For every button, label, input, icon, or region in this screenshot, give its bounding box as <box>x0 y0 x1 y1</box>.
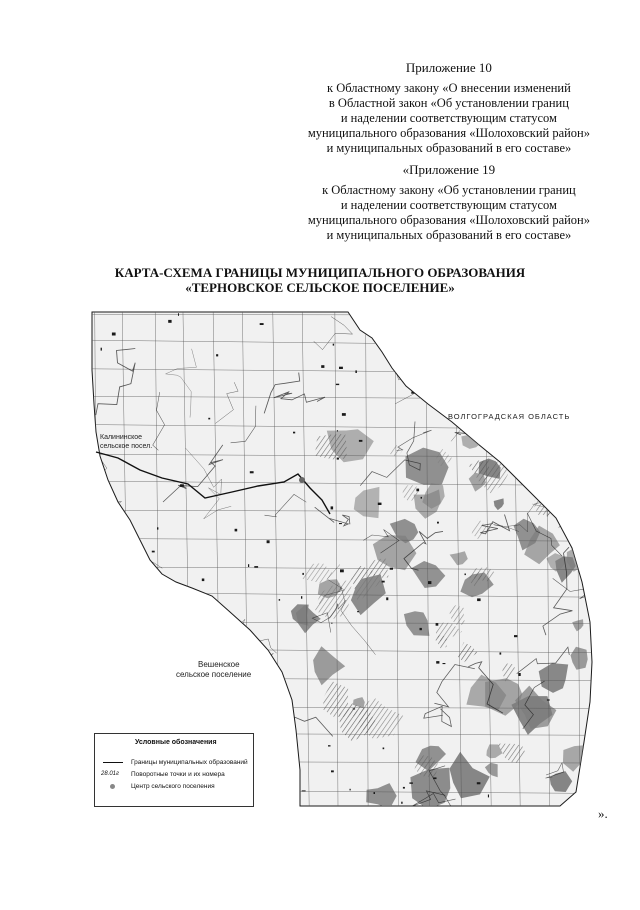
label-veshenskoe-2: сельское поселение <box>176 670 252 679</box>
settlement-center-dot <box>299 477 305 483</box>
settlement-mark <box>403 787 405 789</box>
settlement-mark <box>235 529 238 532</box>
settlement-mark <box>180 484 184 487</box>
center-dot-icon <box>101 782 125 792</box>
road-line <box>86 534 128 569</box>
turning-point-label: 28.01г <box>101 771 119 777</box>
settlement-mark <box>340 569 344 572</box>
map-title-line-1: КАРТА-СХЕМА ГРАНИЦЫ МУНИЦИПАЛЬНОГО ОБРАЗОВАНИЯ <box>114 265 526 280</box>
settlement-mark <box>401 802 402 804</box>
settlement-mark <box>465 574 466 576</box>
settlement-mark <box>178 313 179 316</box>
settlement-mark <box>420 628 422 630</box>
settlement-mark <box>519 673 521 676</box>
settlement-mark <box>250 471 254 473</box>
settlement-mark <box>540 467 542 468</box>
settlement-mark <box>293 432 295 434</box>
legend-item-text: Поворотные точки и их номера <box>131 771 225 778</box>
settlement-mark <box>201 604 202 606</box>
settlement-mark <box>112 333 116 336</box>
settlement-mark <box>488 795 489 798</box>
settlement-mark <box>321 365 324 368</box>
settlement-mark <box>355 370 357 373</box>
settlement-mark <box>157 527 158 529</box>
settlement-mark <box>248 564 249 567</box>
legend-title: Условные обозначения <box>135 739 217 746</box>
annex-1-line: к Областному закону «О внесении изменений <box>327 81 571 95</box>
settlement-mark <box>353 708 355 709</box>
settlement-mark <box>433 777 436 779</box>
road-line <box>522 322 588 365</box>
settlement-mark <box>374 792 376 794</box>
legend-item-center <box>101 782 251 792</box>
annex-1-title: Приложение 10 <box>405 60 492 75</box>
settlement-mark <box>185 695 188 697</box>
settlement-mark <box>390 568 393 570</box>
settlement-mark <box>274 709 275 710</box>
settlement-mark <box>436 661 439 664</box>
settlement-mark <box>331 770 334 772</box>
annex-2-line: и наделении соответствующим статусом <box>340 198 557 212</box>
annex-2-title: «Приложение 19 <box>402 162 496 177</box>
settlement-mark <box>359 440 363 442</box>
label-volgograd-region: ВОЛГОГРАДСКАЯ ОБЛАСТЬ <box>448 412 571 421</box>
settlement-mark <box>383 748 385 750</box>
legend-item-boundary <box>101 758 251 768</box>
settlement-mark <box>124 617 126 620</box>
closing-quote-mark: ». <box>598 806 608 821</box>
settlement-mark <box>289 757 290 759</box>
settlement-mark <box>331 506 334 509</box>
legend-item-text: Границы муниципальных образований <box>131 759 248 766</box>
road-line <box>411 365 434 393</box>
road-line <box>547 334 563 354</box>
settlement-mark <box>247 702 250 704</box>
settlement-mark <box>477 782 481 784</box>
settlement-mark <box>443 663 446 664</box>
road-line <box>97 531 125 590</box>
settlement-mark <box>339 523 342 524</box>
settlement-mark <box>438 340 442 342</box>
settlement-mark <box>132 661 135 663</box>
settlement-mark <box>337 430 338 431</box>
annex-1-line: в Областной закон «Об установлении границ <box>328 96 569 110</box>
boundary-line-symbol <box>101 758 125 768</box>
map-title-line-2: «ТЕРНОВСКОЕ СЕЛЬСКОЕ ПОСЕЛЕНИЕ» <box>185 280 455 295</box>
annex-1-line: и муниципальных образований в его составе» <box>326 141 572 155</box>
settlement-mark <box>339 367 343 369</box>
settlement-mark <box>279 599 280 601</box>
road-line <box>92 645 108 706</box>
settlement-mark <box>302 573 304 575</box>
label-veshenskoe-1: Вешенское <box>198 660 240 669</box>
road-line <box>98 719 118 728</box>
annex-2-line: к Областному закону «Об установлении границ <box>322 183 576 197</box>
label-kalininskoe-1: Калининское <box>100 434 143 441</box>
settlement-mark <box>549 374 550 376</box>
settlement-mark <box>208 418 210 420</box>
label-kalininskoe-2: сельское посел. <box>100 443 153 450</box>
settlement-mark <box>378 503 382 505</box>
settlement-mark <box>342 413 346 416</box>
forest-patch <box>526 457 548 478</box>
settlement-mark <box>514 635 517 637</box>
settlement-mark <box>500 653 502 655</box>
settlement-mark <box>357 611 359 612</box>
settlement-mark <box>254 566 258 568</box>
road-line <box>529 387 597 433</box>
settlement-mark <box>436 623 439 626</box>
settlement-mark <box>337 458 339 460</box>
settlement-mark <box>409 782 413 783</box>
road-line <box>88 620 108 661</box>
settlement-mark <box>328 745 331 746</box>
settlement-mark <box>416 489 419 492</box>
settlement-mark <box>477 598 481 601</box>
road-line <box>459 368 478 408</box>
settlement-mark <box>382 581 385 583</box>
annex-1-line: муниципального образования «Шолоховский район» <box>307 126 590 140</box>
settlement-mark <box>202 579 205 582</box>
settlement-mark <box>361 313 365 315</box>
settlement-mark <box>152 551 155 553</box>
annex-2-line: и муниципальных образований в его составе» <box>326 228 572 242</box>
annex-1-line: и наделении соответствующим статусом <box>340 111 557 125</box>
turning-point-symbol <box>101 770 125 780</box>
settlement-mark <box>267 540 270 543</box>
settlement-mark <box>101 348 102 351</box>
settlement-mark <box>336 384 339 385</box>
settlement-mark <box>428 581 431 584</box>
settlement-mark <box>421 497 422 499</box>
settlement-mark <box>331 623 332 624</box>
settlement-mark <box>437 522 439 524</box>
settlement-mark <box>205 610 209 612</box>
road-line <box>534 433 574 483</box>
settlement-mark <box>302 790 306 791</box>
annex-2-line: муниципального образования «Шолоховский район» <box>307 213 590 227</box>
forest-patch <box>568 431 592 450</box>
map-legend <box>94 733 254 807</box>
settlement-mark <box>168 320 171 323</box>
grid-line <box>80 819 600 822</box>
road-line <box>426 342 480 375</box>
settlement-mark <box>97 698 99 699</box>
settlement-mark <box>260 323 264 325</box>
settlement-mark <box>301 596 302 599</box>
road-line <box>425 349 462 391</box>
settlement-mark <box>350 789 351 791</box>
settlement-mark <box>565 517 568 518</box>
settlement-mark <box>386 597 388 600</box>
legend-item-text: Центр сельского поселения <box>131 783 215 790</box>
legend-item-turning-points <box>101 770 251 780</box>
settlement-mark <box>547 699 550 700</box>
settlement-mark <box>216 354 218 356</box>
settlement-mark <box>333 344 334 346</box>
road-line <box>199 619 245 652</box>
